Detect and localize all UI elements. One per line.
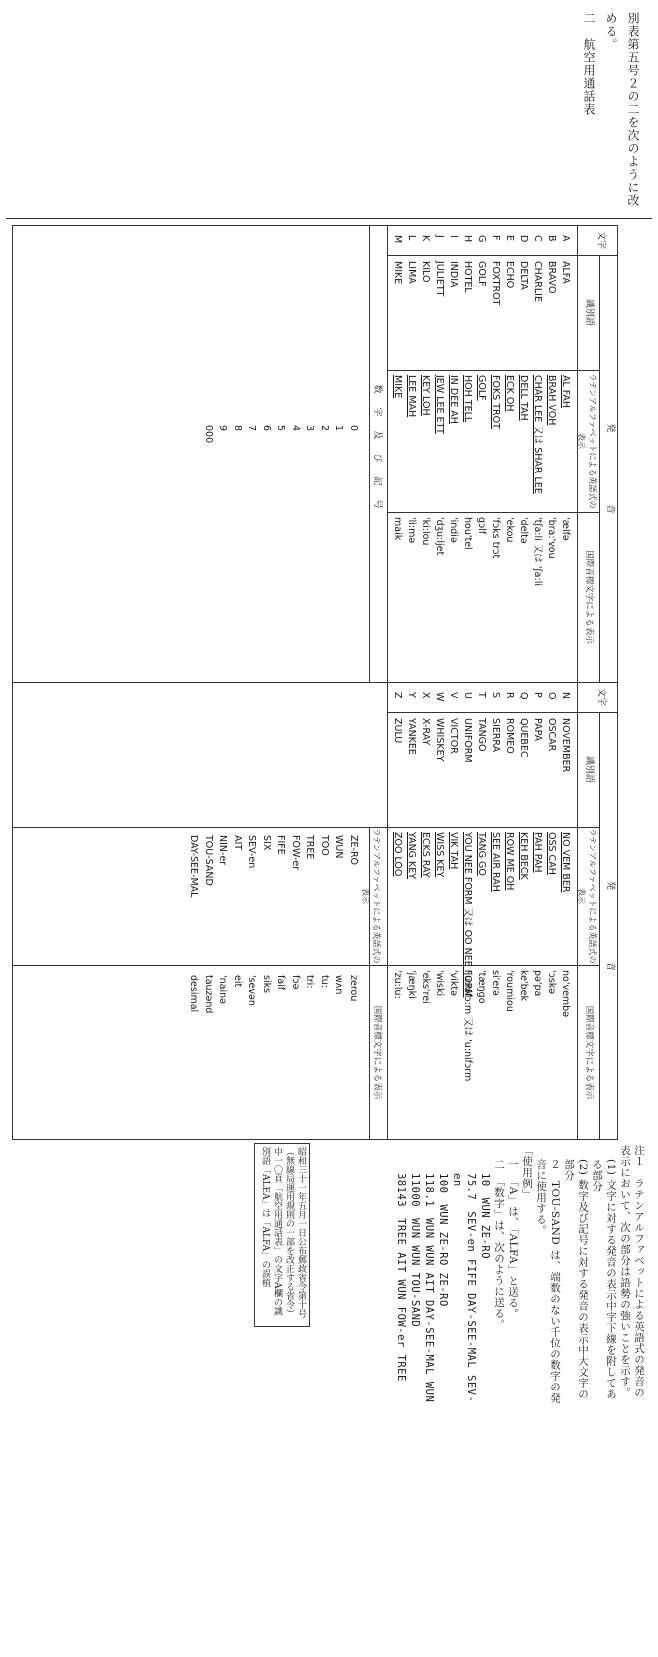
row-latin-pronunciation: YANG KEY	[406, 832, 417, 880]
row-letter: G	[476, 235, 487, 243]
number-ipa-pronunciation: fɔə	[290, 975, 301, 990]
row-letter: X	[420, 692, 431, 699]
row-letter: C	[532, 235, 543, 242]
number-symbol: 6	[261, 425, 272, 432]
note-line: 10 WUN ZE-RO	[479, 1173, 491, 1260]
row-latin-pronunciation: MIKE	[392, 375, 403, 399]
number-latin-pronunciation: DAY-SEE-MAL	[188, 835, 200, 898]
row-ipa-pronunciation: 'tʃa:li 又は 'ʃa:li	[532, 517, 543, 586]
number-ipa-pronunciation: tu:	[319, 975, 330, 988]
left-head-moji: 文字	[596, 230, 606, 249]
row-code-word: BRAVO	[546, 261, 557, 294]
note-line: 100 WUN ZE-RO ZE-RO	[437, 1173, 449, 1307]
row-latin-pronunciation: FOKS TROT	[490, 375, 501, 429]
row-ipa-pronunciation: 'li:mə	[406, 517, 417, 544]
number-symbol: 1	[333, 425, 345, 432]
row-latin-pronunciation: KEY LOH	[420, 375, 431, 416]
left-number-top-line	[387, 225, 388, 682]
row-letter: H	[462, 235, 473, 243]
number-latin-pronunciation: NIN-er	[217, 835, 229, 866]
left-head-latin: ラテンアルファベットによる英語式の表示	[577, 373, 597, 509]
number-ipa-pronunciation: desimal	[188, 975, 200, 1013]
row-ipa-pronunciation: 'wiski	[434, 970, 445, 997]
left-head-ipa: 国際音標文字による表示	[584, 550, 594, 644]
row-ipa-pronunciation: 'deltə	[518, 517, 529, 544]
row-ipa-pronunciation: maik	[392, 517, 403, 541]
row-code-word: OSCAR	[546, 718, 557, 752]
row-ipa-pronunciation: 'viktə	[448, 970, 459, 996]
row-letter: V	[448, 692, 459, 699]
row-latin-pronunciation: GOLF	[476, 375, 487, 401]
row-letter: B	[546, 235, 557, 242]
row-code-word: SIERRA	[490, 718, 501, 753]
row-latin-pronunciation: OSS CAH	[546, 832, 557, 875]
left-head-shikibetsu: 識別語	[584, 298, 594, 326]
row-ipa-pronunciation: 'eks'rei	[420, 970, 431, 1004]
row-ipa-pronunciation: 'ki:lou	[420, 517, 431, 546]
row-letter: O	[546, 692, 557, 700]
row-code-word: HOTEL	[462, 261, 473, 293]
row-latin-pronunciation: HOH TELL	[462, 375, 473, 423]
row-code-word: NOVEMBER	[560, 718, 571, 773]
number-ipa-pronunciation: 'nainə	[217, 975, 229, 1004]
number-latin-pronunciation: TOU-SAND	[203, 835, 214, 886]
row-code-word: PAPA	[532, 718, 543, 742]
left-col-line-3	[388, 512, 600, 513]
row-code-word: UNIFORM	[462, 718, 473, 763]
right-head-moji: 文字	[596, 687, 606, 706]
notes-block	[394, 1145, 646, 1405]
left-number-head: 数字及び記号	[372, 384, 382, 523]
phonetic-table-area	[12, 225, 618, 1140]
row-ipa-pronunciation: gɔlf	[476, 517, 487, 535]
row-ipa-pronunciation: 'tæŋgo	[476, 970, 487, 1004]
row-letter: A	[560, 235, 571, 242]
page-header	[578, 12, 644, 212]
row-ipa-pronunciation: 'ju:nifɔ:m 又は 'u:nifɔrm	[462, 970, 473, 1082]
right-col-line-3	[12, 965, 600, 966]
row-ipa-pronunciation: no'vembə	[560, 970, 571, 1018]
number-symbol: 3	[304, 425, 316, 432]
row-code-word: JULIETT	[434, 261, 445, 297]
row-letter: F	[490, 235, 501, 241]
row-code-word: CHARLIE	[532, 261, 543, 302]
phonetic-table	[12, 225, 618, 1140]
number-ipa-pronunciation: siks	[261, 975, 272, 994]
note-line: (2) 数字及び記号に対する発音の表示中大文字の部分	[563, 1159, 589, 1400]
row-ipa-pronunciation: 'zu:lu:	[392, 970, 403, 999]
number-symbol: 0	[348, 425, 359, 432]
right-number-head-ipa: 国際音標文字による表示	[372, 1005, 382, 1100]
row-code-word: ALFA	[560, 261, 571, 284]
number-ipa-pronunciation: eit	[232, 975, 243, 988]
row-ipa-pronunciation: 'fɔks trɔt	[490, 517, 501, 559]
row-letter: U	[462, 692, 473, 699]
row-latin-pronunciation: BRAH VOH	[546, 375, 557, 426]
row-latin-pronunciation: LEE MAH	[406, 375, 417, 418]
number-latin-pronunciation: TOO	[319, 835, 330, 856]
row-ipa-pronunciation: hou'tel	[462, 517, 473, 550]
number-latin-pronunciation: FIFE	[275, 835, 287, 855]
row-latin-pronunciation: DELL TAH	[518, 375, 529, 421]
row-code-word: DELTA	[518, 261, 529, 290]
row-latin-pronunciation: VIK TAH	[448, 832, 459, 870]
row-ipa-pronunciation: pə'pa	[532, 970, 543, 997]
center-divider	[12, 682, 618, 683]
header-line-1: 別表第五号２の二を次のように改める。	[604, 12, 640, 207]
row-letter: P	[532, 692, 543, 698]
note-line: 118.1 WUN WUN AIT DAY-SEE-MAL WUN	[423, 1173, 435, 1403]
right-col-line-2	[12, 827, 600, 828]
header-line-2: 二 航空用通話表	[582, 12, 596, 116]
left-number-head-line	[369, 225, 370, 682]
row-code-word: LIMA	[406, 261, 417, 284]
right-number-head-latin: ラテンアルファベットによる英語式の表示	[361, 828, 381, 964]
row-latin-pronunciation: WISS KEY	[434, 832, 445, 878]
notes-section	[20, 1145, 646, 1415]
right-head-latin: ラテンアルファベットによる英語式の表示	[577, 828, 597, 964]
row-code-word: KILO	[420, 261, 431, 283]
right-head-hatsuon: 発 音	[605, 880, 615, 972]
row-latin-pronunciation: AL FAH	[560, 375, 571, 409]
note-line: ２ TOU-SAND は、端数のない千位の数字の発音に使用する。	[535, 1159, 561, 1404]
right-head-shikibetsu: 識別語	[584, 755, 594, 783]
row-code-word: YANKEE	[406, 718, 417, 755]
number-ipa-pronunciation: tauzənd	[203, 975, 214, 1014]
number-ipa-pronunciation: zerou	[348, 975, 359, 1002]
number-latin-pronunciation: WUN	[333, 835, 345, 859]
number-latin-pronunciation: FOW-er	[290, 835, 301, 871]
row-letter: Z	[392, 692, 403, 699]
row-code-word: VICTOR	[448, 718, 459, 754]
row-letter: Q	[518, 692, 529, 700]
row-letter: E	[504, 235, 515, 242]
right-header-mid-line	[599, 712, 600, 1140]
row-letter: M	[392, 235, 403, 244]
number-ipa-pronunciation: wʌn	[333, 975, 345, 995]
row-latin-pronunciation: PAH PAH	[532, 832, 543, 873]
row-latin-pronunciation: YOU NEE FORM 又は OO NEE FORM	[462, 832, 473, 998]
number-symbol: 4	[290, 425, 301, 432]
row-latin-pronunciation: IN DEE AH	[448, 375, 459, 424]
left-col-line-2	[388, 370, 600, 371]
row-code-word: TANGO	[476, 718, 487, 752]
row-ipa-pronunciation: ke'bek	[518, 970, 529, 1001]
note-line: 二 「数字」は、次のように送る。	[493, 1159, 505, 1330]
row-letter: R	[504, 692, 515, 699]
row-ipa-pronunciation: si'erə	[490, 970, 501, 996]
row-letter: S	[490, 692, 501, 699]
row-latin-pronunciation: JEW LEE ETT	[434, 375, 445, 434]
row-letter: K	[420, 235, 431, 242]
note-line: 一 「A」は、「ALFA」と送る。	[507, 1159, 519, 1320]
row-code-word: ZULU	[392, 718, 403, 744]
row-code-word: QUEBEC	[518, 718, 529, 758]
row-code-word: GOLF	[476, 261, 487, 287]
row-letter: W	[434, 692, 445, 702]
row-latin-pronunciation: ECKS RAY	[420, 832, 431, 878]
left-header-mid-line	[599, 255, 600, 682]
row-latin-pronunciation: CHAR LEE 又は SHAR LEE	[532, 375, 543, 494]
row-letter: N	[560, 692, 571, 700]
row-ipa-pronunciation: 'roumiou	[504, 970, 515, 1012]
row-letter: J	[434, 235, 445, 238]
number-latin-pronunciation: TREE	[304, 835, 316, 860]
row-ipa-pronunciation: 'jæŋki	[406, 970, 417, 999]
row-ipa-pronunciation: 'dʒu:ljet	[434, 517, 445, 556]
number-latin-pronunciation: AIT	[232, 835, 243, 851]
row-latin-pronunciation: TANG GO	[476, 832, 487, 876]
row-ipa-pronunciation: 'ælfə	[560, 517, 571, 541]
row-latin-pronunciation: ECK OH	[504, 375, 515, 412]
note-line: 「使用例」	[521, 1145, 533, 1200]
number-ipa-pronunciation: faif	[275, 975, 287, 991]
note-line: 38143 TREE AIT WUN FOW-er TREE	[395, 1173, 407, 1382]
number-latin-pronunciation: SEV-en	[246, 835, 258, 869]
row-letter: T	[476, 692, 487, 698]
number-ipa-pronunciation: 'sevən	[246, 975, 258, 1006]
row-ipa-pronunciation: 'indiə	[448, 517, 459, 543]
note-line: 注１ ラテンアルファベットによる英語式の発音の表示において、次の部分は語勢の強いことを示す。	[619, 1145, 645, 1398]
row-letter: D	[518, 235, 529, 243]
row-ipa-pronunciation: 'ɔskə	[546, 970, 557, 995]
row-code-word: ROMEO	[504, 718, 515, 754]
row-letter: Y	[406, 692, 417, 698]
number-symbol: 000	[203, 425, 214, 444]
row-code-word: FOXTROT	[490, 261, 501, 306]
row-latin-pronunciation: NO VEM BER	[560, 832, 571, 893]
row-latin-pronunciation: SEE AIR RAH	[490, 832, 501, 892]
row-latin-pronunciation: ZOO LOO	[392, 832, 403, 877]
note-line: 11000 WUN WUN TOU-SAND	[409, 1173, 421, 1328]
note-line: 75.7 SEV-en FIFE DAY-SEE-MAL SEV-en	[451, 1173, 477, 1403]
row-code-word: WHISKEY	[434, 718, 445, 762]
header-bottom-line	[577, 225, 578, 1140]
number-symbol: 7	[246, 425, 258, 432]
row-letter: L	[406, 235, 417, 241]
number-symbol: 8	[232, 425, 243, 432]
number-symbol: 9	[217, 425, 229, 432]
number-symbol: 5	[275, 425, 287, 432]
row-latin-pronunciation: ROW ME OH	[504, 832, 515, 891]
right-number-top-line	[387, 682, 388, 1140]
row-code-word: ECHO	[504, 261, 515, 289]
row-ipa-pronunciation: 'bra:'vou	[546, 517, 557, 559]
erratum-box: 昭和三十一年五月一日公布郵政省令第十号（無線局運用規則の一部を改正する省令）中一〇頁「航空用通話表」の文字A欄の識別語「ALEA」は「ALFA」の誤植	[254, 1143, 310, 1327]
row-code-word: INDIA	[448, 261, 459, 288]
top-rule	[6, 218, 652, 219]
left-head-hatsuon: 発 音	[605, 423, 615, 514]
row-code-word: X-RAY	[420, 718, 431, 746]
note-line: (1) 文字に対する発音の表示中字下線を附してある部分	[591, 1159, 617, 1400]
row-letter: I	[448, 235, 459, 238]
number-ipa-pronunciation: tri:	[304, 975, 316, 989]
number-symbol: 2	[319, 425, 330, 432]
row-ipa-pronunciation: 'ekou	[504, 517, 515, 543]
row-code-word: MIKE	[392, 261, 403, 285]
right-head-ipa: 国際音標文字による表示	[584, 1005, 594, 1100]
number-latin-pronunciation: ZE-RO	[348, 835, 359, 866]
row-latin-pronunciation: KEH BECK	[518, 832, 529, 880]
number-latin-pronunciation: SIX	[261, 835, 272, 851]
